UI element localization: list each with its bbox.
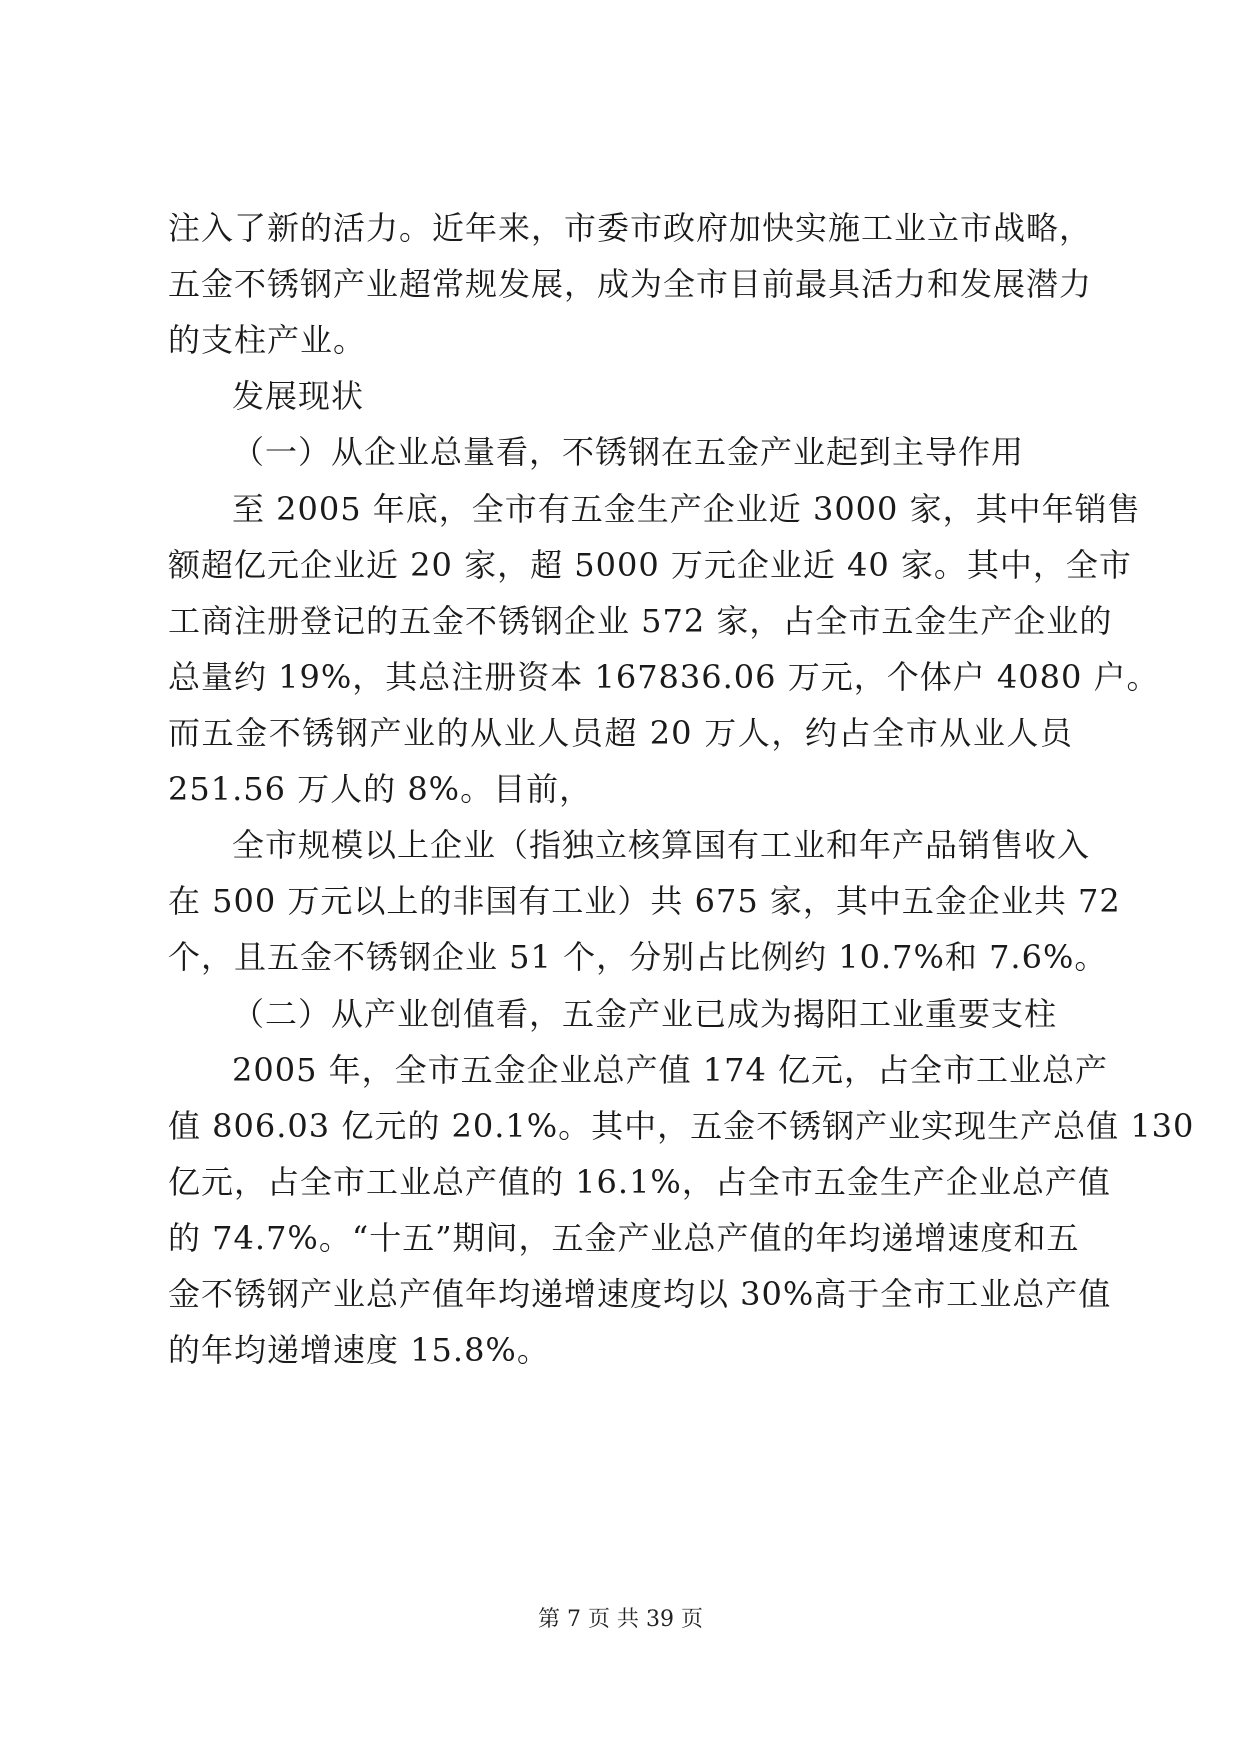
body-line-3: 的支柱产业。 [168, 321, 367, 359]
body-line-12: 个，且五金不锈钢企业 51 个，分别占比例约 10.7%和 7.6%。 [168, 938, 1108, 976]
body-line-6: 工商注册登记的五金不锈钢企业 572 家，占全市五金生产企业的 [168, 602, 1113, 640]
body-line-11: 在 500 万元以上的非国有工业）共 675 家，其中五金企业共 72 [168, 882, 1121, 920]
body-line-13: 2005 年，全市五金企业总产值 174 亿元，占全市工业总产 [232, 1051, 1109, 1089]
subsection-heading-1: （一）从企业总量看，不锈钢在五金产业起到主导作用 [232, 433, 1025, 471]
body-line-1: 注入了新的活力。近年来，市委市政府加快实施工业立市战略， [168, 209, 1093, 247]
body-line-14: 值 806.03 亿元的 20.1%。其中，五金不锈钢产业实现生产总值 130 [168, 1107, 1195, 1145]
body-line-7: 总量约 19%，其总注册资本 167836.06 万元，个体户 4080 户。 [168, 658, 1160, 696]
body-line-8: 而五金不锈钢产业的从业人员超 20 万人，约占全市从业人员 [168, 714, 1073, 752]
body-line-10: 全市规模以上企业（指独立核算国有工业和年产品销售收入 [232, 826, 1091, 864]
body-line-2: 五金不锈钢产业超常规发展，成为全市目前最具活力和发展潜力 [168, 265, 1093, 303]
page-number-footer: 第 7 页 共 39 页 [538, 1607, 703, 1632]
body-line-17: 金不锈钢产业总产值年均递增速度均以 30%高于全市工业总产值 [168, 1275, 1112, 1313]
body-line-18: 的年均递增速度 15.8%。 [168, 1331, 550, 1369]
section-heading: 发展现状 [232, 377, 365, 415]
body-line-5: 额超亿元企业近 20 家，超 5000 万元企业近 40 家。其中，全市 [168, 546, 1132, 584]
body-line-15: 亿元，占全市工业总产值的 16.1%，占全市五金生产企业总产值 [168, 1163, 1111, 1201]
body-line-16: 的 74.7%。“十五”期间，五金产业总产值的年均递增速度和五 [168, 1219, 1080, 1257]
body-line-4: 至 2005 年底，全市有五金生产企业近 3000 家，其中年销售 [232, 490, 1141, 528]
body-line-9: 251.56 万人的 8%。目前， [168, 770, 593, 808]
subsection-heading-2: （二）从产业创值看，五金产业已成为揭阳工业重要支柱 [232, 995, 1058, 1033]
